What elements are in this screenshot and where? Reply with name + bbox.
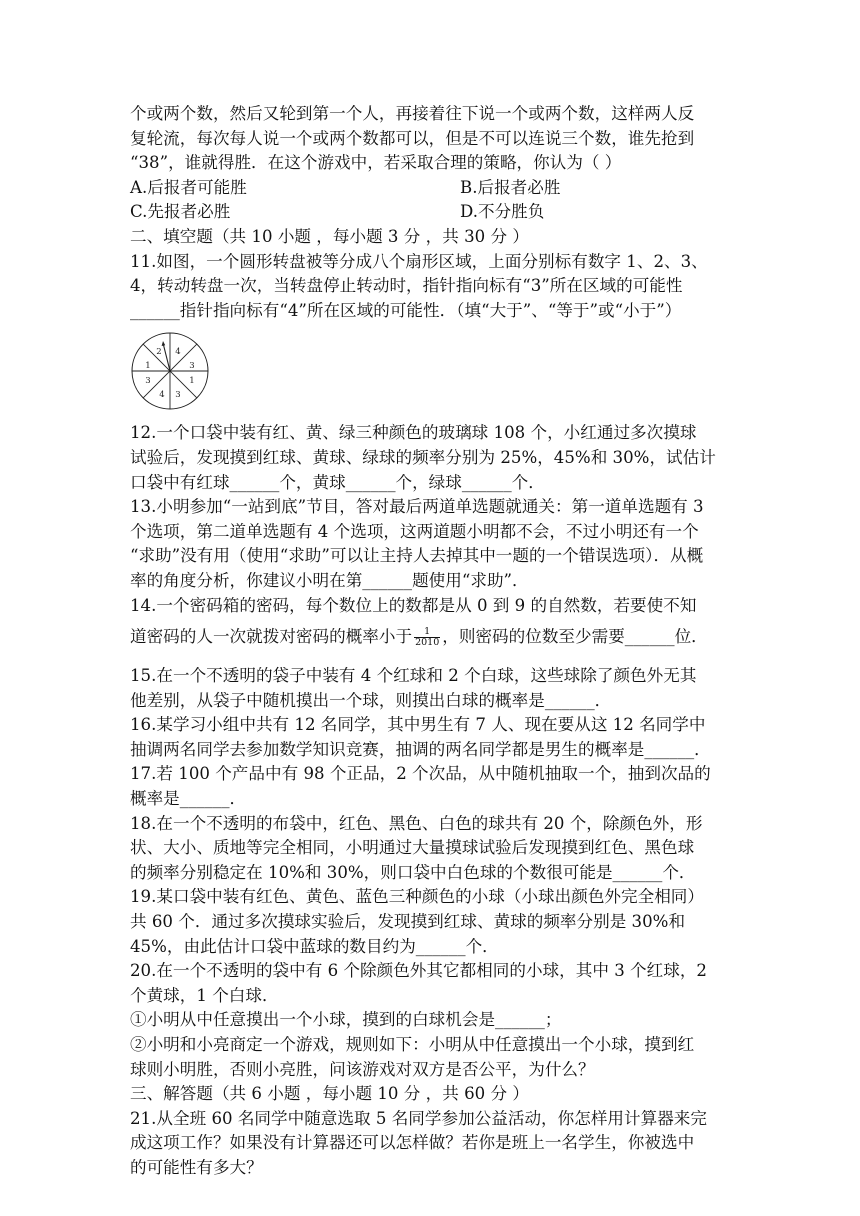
question-18: [130, 812, 730, 886]
text-line: 19.某口袋中装有红色、黄色、蓝色三种颜色的小球（小球出颜色外完全相同）: [130, 887, 704, 907]
question-20: [130, 959, 730, 1082]
question-17: [130, 762, 730, 811]
text-line: 复轮流，每次每人说一个或两个数都可以，但是不可以连说三个数，谁先抢到: [130, 128, 695, 148]
text-line: 21.从全班 60 名同学中随意选取 5 名同学参加公益活动，你怎样用计算器来完: [130, 1108, 707, 1128]
text-line: ______指针指向标有“4”所在区域的可能性．（填“大于”、“等于”或“小于”）: [130, 300, 682, 320]
question-15: [130, 664, 730, 713]
text-line: 个或两个数，然后又轮到第一个人，再接着往下说一个或两个数，这样两人反: [130, 104, 695, 123]
text-fragment: 道密码的人一次就拨对密码的概率小于: [130, 627, 413, 647]
text-line: 球则小明胜，否则小亮胜，问该游戏对双方是否公平，为什么？: [130, 1059, 595, 1079]
text-line: 18.在一个不透明的布袋中，红色、黑色、白色的球共有 20 个，除颜色外，形: [130, 813, 703, 833]
sector-label: 3: [145, 376, 151, 387]
text-line: 13.小明参加“一站到底”节目，答对最后两道单选题就通关：第一道单选题有 3: [130, 497, 704, 517]
option-c: C.先报者必胜: [130, 202, 231, 222]
question-21: [130, 1107, 730, 1181]
question-10: [130, 102, 730, 225]
sector-label: 1: [145, 361, 151, 372]
question-11: [130, 250, 730, 412]
text-line: 17.若 100 个产品中有 98 个正品，2 个次品，从中随机抽取一个，抽到次品的: [130, 764, 711, 784]
text-line: 15.在一个不透明的袋子中装有 4 个红球和 2 个白球，这些球除了颜色外无其: [130, 666, 697, 686]
text-line: 45%，由此估计口袋中蓝球的数目约为______个．: [130, 936, 499, 956]
question-16: [130, 713, 730, 762]
options-row: [130, 176, 730, 201]
text-line: 4，转动转盘一次，当转盘停止转动时，指针指向标有“3”所在区域的可能性: [130, 276, 683, 296]
question-19: [130, 885, 730, 959]
text-line: 概率是______．: [130, 789, 247, 809]
text-line: 20.在一个不透明的袋中有 6 个除颜色外其它都相同的小球，其中 3 个红球，2: [130, 961, 707, 981]
text-line: 的频率分别稳定在 10%和 30%，则口袋中白色球的个数很可能是______个．: [130, 862, 696, 882]
text-line: 成这项工作？如果没有计算器还可以怎样做？若你是班上一名学生，你被选中: [130, 1133, 695, 1153]
text-line: 11.如图，一个圆形转盘被等分成八个扇形区域，上面分别标有数字 1、2、3、: [130, 251, 708, 271]
sector-label: 3: [189, 361, 195, 372]
section-heading-answer: 三、解答题（共 6 小题 ，每小题 10 分 ，共 60 分 ）: [130, 1084, 529, 1104]
text-line: 率的角度分析，你建议小明在第______题使用“求助”．: [130, 570, 529, 590]
text-line: [130, 618, 730, 656]
option-b: B.后报者必胜: [460, 177, 561, 197]
text-line: 个选项，第二道单选题有 4 个选项，这两道题小明都不会，不过小明还有一个: [130, 521, 699, 541]
question-12: [130, 421, 730, 495]
text-line: ②小明和小亮商定一个游戏，规则如下：小明从中任意摸出一个小球，摸到红: [130, 1035, 695, 1054]
section-heading-fill-in: 二、填空题（共 10 小题 ，每小题 3 分 ，共 30 分 ）: [130, 226, 529, 246]
options-row: [130, 200, 730, 225]
pointer-arrow-icon: [163, 343, 170, 371]
text-line: 口袋中有红球______个，黄球______个，绿球______个．: [130, 472, 545, 492]
text-line: 16.某学习小组中共有 12 名同学，其中男生有 7 人、现在要从这 12 名同学中: [130, 715, 706, 735]
text-line: 试验后，发现摸到红球、黄球、绿球的频率分别为 25%，45%和 30%，试估计: [130, 447, 716, 467]
sector-label: 3: [175, 390, 181, 401]
fraction: [414, 627, 440, 648]
question-13: [130, 495, 730, 593]
question-14: [130, 594, 730, 657]
text-line: 抽调两名同学去参加数学知识竞赛，抽调的两名同学都是男生的概率是______．: [130, 739, 711, 759]
text-line: 的可能性有多大？: [130, 1157, 263, 1177]
fraction-numerator: 1: [414, 627, 440, 638]
spinner-wheel-figure: [130, 331, 210, 411]
text-line: 12.一个口袋中装有红、黄、绿三种颜色的玻璃球 108 个，小红通过多次摸球: [130, 423, 697, 443]
sector-label: 2: [156, 347, 162, 358]
text-line: 状、大小、质地等完全相同，小明通过大量摸球试验后发现摸到红色、黑色球: [130, 838, 695, 858]
sector-label: 4: [175, 347, 181, 358]
sector-label: 4: [159, 390, 165, 401]
text-line: 14.一个密码箱的密码，每个数位上的数都是从 0 到 9 的自然数，若要使不知: [130, 595, 697, 615]
text-fragment: ，则密码的位数至少需要______位．: [442, 627, 708, 647]
text-line: “求助”没有用（使用“求助”可以让主持人去掉其中一题的一个错误选项）．从概: [130, 546, 704, 566]
worksheet: [130, 102, 730, 1181]
text-line: ①小明从中任意摸出一个小球，摸到的白球机会是______；: [130, 1010, 562, 1030]
text-line: 他差别，从袋子中随机摸出一个球，则摸出白球的概率是______．: [130, 690, 612, 710]
option-a: A.后报者可能胜: [130, 177, 247, 197]
text-line: 个黄球，1 个白球．: [130, 985, 279, 1005]
option-d: D.不分胜负: [460, 202, 545, 222]
fraction-denominator: 2010: [415, 637, 440, 649]
sector-label: 1: [189, 376, 195, 387]
text-line: 共 60 个．通过多次摸球实验后，发现摸到红球、黄球的频率分别是 30%和: [130, 912, 686, 932]
text-line: “38”，谁就得胜．在这个游戏中，若采取合理的策略，你认为（ ）: [130, 153, 622, 173]
